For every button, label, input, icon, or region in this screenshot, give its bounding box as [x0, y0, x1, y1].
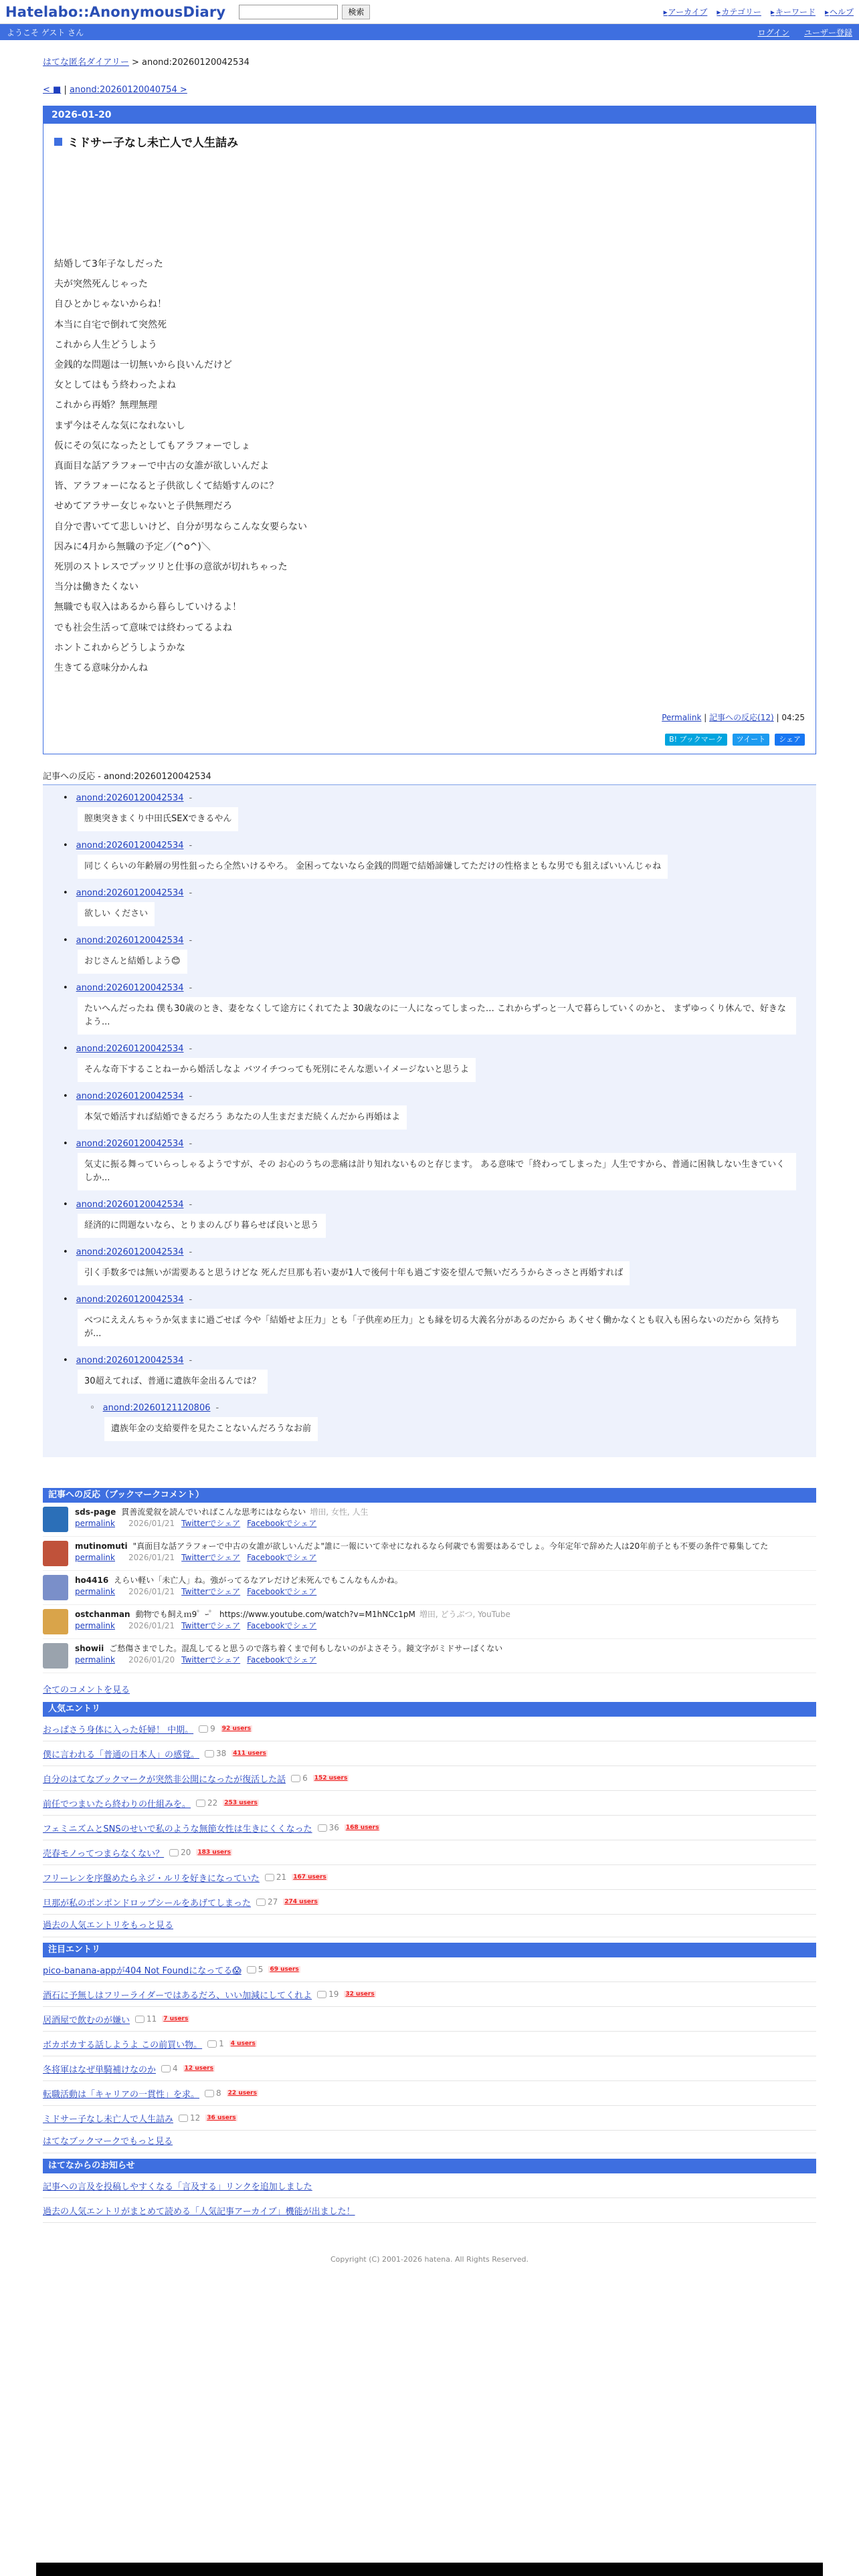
response-link[interactable]: • anond:20260120042534 — [76, 1295, 184, 1305]
bookmark-user[interactable]: mutinomuti — [75, 1541, 128, 1551]
response-dash: - — [189, 983, 193, 994]
response-link[interactable]: • anond:20260120042534 — [76, 1247, 184, 1258]
avatar[interactable] — [43, 1643, 68, 1669]
bookmark-comment-text: えらい軽い「未亡人」ね。強がってるなアレだけど未死んでもこんなもんかね。 — [114, 1576, 403, 1586]
responses-list — [43, 785, 816, 1457]
response-text: 30超えてれば、普通に遺族年金出るんでは？ — [78, 1370, 268, 1394]
comment-count: 5 — [247, 1965, 264, 1974]
response-header — [90, 1403, 796, 1413]
response-text: 引く手数多では無いが需要あると思うけどな 死んだ旦那も若い妻が1人で後何十年も過ごす姿を望んで無いだろうからさっさと再婚すれば — [78, 1261, 630, 1285]
entry-list-item — [43, 2081, 816, 2106]
response-item — [63, 1295, 796, 1346]
bookmark-comment — [43, 1639, 816, 1673]
attention-entries-heading: 注目エントリ — [43, 1943, 816, 1957]
entry-list-item — [43, 1865, 816, 1890]
response-text: 同じくらいの年齢層の男性狙ったら全然いけるやろ。 金困ってないなら金銭的問題で結婚諦嫌してただけの性格まともな男でも狙えばいいんじゃね — [78, 855, 668, 879]
bookmark-comments-heading: 記事への反応（ブックマークコメント） — [43, 1488, 816, 1503]
entry-footer — [54, 712, 805, 723]
response-dash: - — [189, 1247, 193, 1258]
entry-list-item — [43, 2106, 816, 2131]
bookmark-comment-text: ご愁傷さまでした。混乱してると思うので落ち着くまで何もしないのがよさそう。鏡文字がミドサーばくない — [109, 1644, 503, 1654]
response-link[interactable]: • anond:20260120042534 — [76, 983, 184, 994]
response-item — [63, 1139, 796, 1190]
category-link[interactable]: ▸ カテゴリー — [717, 6, 761, 17]
next-entry-link[interactable]: anond:20260120040754 > — [69, 85, 187, 95]
bookmark-permalink[interactable]: permalink — [75, 1587, 115, 1597]
comment-count: 19 — [317, 1990, 339, 1999]
bookmark-tags: 増田, 女性, 人生 — [310, 1507, 369, 1517]
welcome-text: ようこそ ゲスト さん — [7, 27, 84, 37]
entry-nav — [43, 85, 816, 95]
entry-time: 04:25 — [781, 713, 805, 723]
hatena-bookmark-button[interactable]: B! ブックマーク — [665, 734, 727, 746]
comment-count: 20 — [169, 1848, 191, 1857]
response-dash: - — [189, 841, 193, 851]
entry-list-item — [43, 1816, 816, 1840]
response-text: べつにええんちゃうか気ままに過ごせば 今や「結婚せよ圧力」とも「子供産め圧力」とも縁を切る大義名分があるのだから あくせく働かなくとも収入も困らないのだから 気持ちが... — [78, 1309, 796, 1346]
response-dash: - — [189, 793, 193, 804]
users-count[interactable]: 274 users — [284, 1899, 318, 1906]
response-dash: - — [189, 1356, 193, 1366]
entry-list-link[interactable]: 転職活動は「キャリアの一貫性」を求。 — [43, 2089, 200, 2100]
bookmark-comments-list — [43, 1503, 816, 1673]
response-link[interactable]: ◦ anond:20260121120806 — [102, 1403, 211, 1414]
response-dash: - — [215, 1403, 219, 1414]
bookmark-twitter-share[interactable]: Twitterでシェア — [181, 1553, 241, 1563]
tweet-button[interactable]: ツイート — [733, 734, 769, 746]
entry-list-item — [43, 2056, 816, 2081]
entry-line: 夫が突然死んじゃった — [54, 279, 148, 290]
entry-line: せめてアラサー女じゃないと子供無理だろ — [54, 501, 232, 512]
response-dash: - — [189, 1200, 193, 1210]
users-count[interactable]: 168 users — [345, 1824, 379, 1832]
search-input[interactable] — [239, 5, 338, 19]
entry-list-link[interactable]: ボカボカする話しようよ この前買い物。 — [43, 2040, 203, 2050]
bookmark-twitter-share[interactable]: Twitterでシェア — [181, 1519, 241, 1529]
response-dash: - — [189, 1091, 193, 1102]
entry-list-item — [43, 1982, 816, 2007]
nav-separator: | — [61, 85, 70, 95]
title-square-icon — [54, 138, 62, 146]
response-header — [63, 841, 796, 851]
bookmark-comment — [43, 1605, 816, 1639]
permalink[interactable]: Permalink — [662, 713, 702, 723]
keyword-link[interactable]: ▸ キーワード — [771, 6, 816, 17]
copyright: Copyright (C) 2001-2026 hatena. All Rights Reserved. — [330, 2255, 529, 2264]
response-link[interactable]: • anond:20260120042534 — [76, 793, 184, 804]
response-header — [63, 1091, 796, 1101]
bookmark-twitter-share[interactable]: Twitterでシェア — [181, 1655, 241, 1665]
response-text: 経済的に問題ないなら、とりまのんびり暮らせば良いと思う — [78, 1214, 326, 1238]
entry-list-link[interactable]: 旦那が私のポンポンドロップシールをあげてしまった — [43, 1898, 251, 1909]
bookmark-line — [75, 1609, 510, 1620]
users-count[interactable]: 22 users — [227, 2090, 257, 2097]
site-logo[interactable]: Hatelabo::AnonymousDiary — [5, 3, 226, 20]
avatar[interactable] — [43, 1609, 68, 1634]
response-header — [63, 936, 796, 946]
notice-item — [43, 2173, 816, 2198]
bookmark-permalink[interactable]: permalink — [75, 1553, 115, 1563]
bookmark-comment-text: 動物でも飼えｍ9゜ｰ゜ https://www.youtube.com/watch?v=M1hNCc1pM — [135, 1610, 415, 1620]
response-text: おじさんと結婚しよう😊 — [78, 950, 187, 974]
bookmark-user[interactable]: showii — [75, 1644, 104, 1654]
entry-list-link[interactable]: 冬将軍はなぜ単騎補けなのか — [43, 2064, 157, 2075]
entry-title-text: ミドサー子なし未亡人で人生詰み — [68, 136, 238, 150]
share-buttons — [54, 734, 805, 746]
avatar[interactable] — [43, 1575, 68, 1600]
response-header — [63, 1247, 796, 1257]
entry-line: これから人生どうしよう — [54, 339, 157, 350]
bookmark-comment — [43, 1571, 816, 1605]
response-item — [63, 936, 796, 974]
reactions-link[interactable]: 記事への反応(12) — [709, 713, 774, 723]
users-count[interactable]: 183 users — [197, 1849, 231, 1856]
bookmark-facebook-share[interactable]: Facebookでシェア — [247, 1519, 317, 1529]
login-link[interactable]: ログイン — [757, 27, 789, 37]
comment-count: 1 — [207, 2039, 224, 2048]
entry-title — [54, 133, 805, 150]
response-header — [63, 1044, 796, 1054]
entry-line: 皆、アラフォーになると子供欲しくて結婚すんのに？ — [54, 481, 279, 492]
entry-list-link[interactable]: ミドサー子なし未亡人で人生詰み — [43, 2114, 174, 2125]
bookmark-meta — [75, 1620, 510, 1632]
bookmark-meta — [75, 1518, 369, 1529]
entry-line: これから再婚？無理無理 — [54, 400, 157, 411]
response-header — [63, 888, 796, 898]
users-count[interactable]: 7 users — [163, 2016, 189, 2023]
response-text: たいへんだったね 僕も30歳のとき、妻をなくして途方にくれてたよ 30歳なのに一人になってしまった… これからずっと一人で暮らしていくのかと、 まずゆっくり休んで、好きなよう... — [78, 997, 796, 1035]
users-count[interactable]: 12 users — [184, 2065, 213, 2072]
response-item — [63, 793, 796, 831]
top-header — [0, 0, 859, 24]
response-header — [63, 1295, 796, 1305]
users-count[interactable]: 69 users — [270, 1966, 299, 1973]
entry-list-item — [43, 2007, 816, 2032]
entry-list-item — [43, 2032, 816, 2056]
header-links — [664, 6, 854, 17]
response-header — [63, 1200, 796, 1210]
response-header — [63, 983, 796, 993]
notice-link[interactable]: 記事への言及を投稿しやすくなる「言及する」リンクを追加しました — [43, 2181, 312, 2192]
bookmark-date: 2026/01/21 — [128, 1621, 175, 1631]
response-link[interactable]: • anond:20260120042534 — [76, 1091, 184, 1102]
entry-line: 死別のストレスでプッツリと仕事の意欲が切れちゃった — [54, 562, 288, 573]
response-link[interactable]: • anond:20260120042534 — [76, 1139, 184, 1150]
users-count[interactable]: 32 users — [345, 1991, 375, 1998]
response-item — [63, 1356, 796, 1394]
users-count[interactable]: 36 users — [207, 2115, 236, 2122]
user-bar — [0, 24, 859, 40]
bookmark-facebook-share[interactable]: Facebookでシェア — [247, 1655, 317, 1665]
response-item — [63, 1044, 796, 1082]
response-link[interactable]: • anond:20260120042534 — [76, 841, 184, 851]
entry-line: 結婚して3年子なしだった — [54, 259, 163, 270]
notice-heading: はてなからのお知らせ — [43, 2159, 816, 2173]
avatar[interactable] — [43, 1507, 68, 1532]
entry-line: 無職でも収入はあるから暮らしていけるよ！ — [54, 602, 242, 613]
response-link[interactable]: • anond:20260120042534 — [76, 888, 184, 899]
search-button[interactable]: 検索 — [342, 5, 370, 19]
users-count[interactable]: 253 users — [224, 1800, 258, 1807]
entry-line: 生きてる意味分かんね — [54, 663, 148, 674]
breadcrumb — [43, 55, 816, 68]
response-link[interactable]: • anond:20260120042534 — [76, 1356, 184, 1366]
entry-line: 真面目な話アラフォーで中古の女誰が欲しいんだよ — [54, 461, 270, 472]
attention-entries-list — [43, 1957, 816, 2131]
all-comments-link[interactable]: 全てのコメントを見る — [43, 1685, 130, 1696]
breadcrumb-current: anond:20260120042534 — [142, 58, 250, 68]
response-dash: - — [189, 1295, 193, 1305]
bookmark-permalink[interactable]: permalink — [75, 1655, 115, 1665]
comment-count: 11 — [135, 2014, 157, 2024]
bookmark-date: 2026/01/21 — [128, 1587, 175, 1597]
entry-list-link[interactable]: 居酒屋で飲むのが嫌い — [43, 2015, 130, 2026]
entry-body — [54, 254, 805, 678]
breadcrumb-home[interactable]: はてな匿名ダイアリー — [43, 58, 129, 68]
entry-line: 仮にその気になったとしてもアラフォーでしょ — [54, 440, 251, 451]
entry-line: 女としてはもう終わったよね — [54, 380, 176, 391]
entry-date: 2026-01-20 — [43, 106, 816, 124]
comment-count: 4 — [161, 2064, 178, 2073]
bookmark-line — [75, 1643, 506, 1654]
response-dash: - — [189, 936, 193, 946]
bookmark-date: 2026/01/21 — [128, 1553, 175, 1563]
response-item — [63, 983, 796, 1035]
entry-list-link[interactable]: フリーレンを序盤めたらネジ・ルリを好きになっていた — [43, 1873, 260, 1884]
response-item — [63, 1091, 796, 1130]
entry-list-link[interactable]: 前任でつまいたら終わりの仕組みを。 — [43, 1799, 191, 1810]
entry-list-link[interactable]: フェミニズムとSNSのせいで私のような無節女性は生きにくくなった — [43, 1824, 312, 1834]
bookmark-tags: 増田, どうぶつ, YouTube — [419, 1610, 510, 1620]
entry-line: 自分で書いてて悲しいけど、自分が男ならこんな女要らない — [54, 521, 307, 532]
bookmark-date: 2026/01/20 — [128, 1655, 175, 1665]
response-dash: - — [189, 1139, 193, 1150]
comment-count: 6 — [291, 1774, 308, 1783]
bookmark-comment-text: 貫善流愛叙を読んでいればこんな思考にはならない — [121, 1507, 306, 1517]
archive-link[interactable]: ▸ アーカイブ — [664, 6, 708, 17]
users-count[interactable]: 4 users — [230, 2040, 256, 2048]
entry-line: まず今はそんな気になれないし — [54, 420, 185, 431]
bookmark-permalink[interactable]: permalink — [75, 1519, 115, 1529]
bookmark-date: 2026/01/21 — [128, 1519, 175, 1529]
comment-count: 22 — [196, 1798, 217, 1808]
comment-count: 36 — [318, 1823, 339, 1832]
response-text: そんな奇下することねーから婚活しなよ バツイチつっても死別にそんな悪いイメージないと思うよ — [78, 1058, 476, 1082]
bookmark-meta — [75, 1552, 772, 1564]
comment-count: 27 — [256, 1897, 278, 1907]
popular-entries-list — [43, 1717, 816, 1915]
response-header — [63, 793, 796, 803]
comment-count: 38 — [205, 1749, 226, 1758]
entry-line: 自ひとかじゃないからね！ — [54, 299, 167, 310]
response-item — [63, 1247, 796, 1285]
entry-line: 本当に自宅で倒れて突然死 — [54, 319, 167, 330]
bottom-bar — [36, 2563, 823, 2576]
response-header — [63, 1139, 796, 1149]
response-link[interactable]: • anond:20260120042534 — [76, 936, 184, 946]
bookmark-facebook-share[interactable]: Facebookでシェア — [247, 1587, 317, 1597]
entry-list-item — [43, 1766, 816, 1791]
attention-more-link[interactable]: はてなブックマークでもっと見る — [43, 2131, 816, 2153]
response-header — [63, 1356, 796, 1366]
response-text: 膣奥突きまくり中田氏SEXできるやん — [78, 807, 238, 831]
notice-link[interactable]: 過去の人気エントリがまとめて読める「人気記事アーカイブ」機能が出ました！ — [43, 2206, 355, 2217]
users-count[interactable]: 92 users — [221, 1725, 252, 1733]
response-link[interactable]: • anond:20260120042534 — [76, 1200, 184, 1210]
breadcrumb-separator: > — [128, 58, 142, 68]
bookmark-line — [75, 1575, 407, 1586]
response-item — [63, 888, 796, 926]
bookmark-user[interactable]: sds-page — [75, 1507, 116, 1517]
entry-list-link[interactable]: 売春モノってつまらなくない？ — [43, 1848, 165, 1859]
bookmark-comment-text: "真面目な話アラフォーで中古の女誰が欲しいんだよ"誰に一報にいて幸せになれるなら何歳でも需要はあるでしょ。今年定年で辞めた人は20年前子とも不要の条件で募集してた — [132, 1541, 769, 1551]
bookmark-permalink[interactable]: permalink — [75, 1621, 115, 1631]
bookmark-twitter-share[interactable]: Twitterでシェア — [181, 1587, 241, 1597]
response-text: 気丈に振る舞っていらっしゃるようですが、その お心のうちの悲痛は計り知れないものと存じます。 ある意味で「終わってしまった」人生ですから、普通に困執しない生きていくしか... — [78, 1153, 796, 1190]
register-link[interactable]: ユーザー登録 — [803, 27, 852, 37]
notice-item — [43, 2198, 816, 2223]
bookmark-twitter-share[interactable]: Twitterでシェア — [181, 1621, 241, 1631]
response-text: 遺族年金の支給要件を見たことないんだろうなお前 — [104, 1417, 318, 1441]
footer-separator: | — [773, 713, 782, 723]
entry-line: 金銭的な問題は一切無いから良いんだけど — [54, 360, 232, 371]
popular-entries-heading: 人気エントリ — [43, 1702, 816, 1717]
bookmark-facebook-share[interactable]: Facebookでシェア — [247, 1553, 317, 1563]
response-dash: - — [189, 1044, 193, 1055]
entry-list-item — [43, 1717, 816, 1741]
avatar[interactable] — [43, 1541, 68, 1566]
response-link[interactable]: • anond:20260120042534 — [76, 1044, 184, 1055]
main-content — [43, 40, 816, 2264]
entry-list-link[interactable]: 酒石に予無しはフリーライダーではあるだろ、いい加減にしてくれよ — [43, 1990, 312, 2001]
response-text: 本気で婚活すれば結婚できるだろう あなたの人生まだまだ続くんだから再婚はよ — [78, 1105, 407, 1130]
response-text: 欲しい ください — [78, 902, 155, 926]
bookmark-line — [75, 1541, 772, 1552]
prev-entry-link[interactable]: < ■ — [43, 85, 62, 95]
entry-line: 因みに4月から無職の予定／(^o^)＼ — [54, 541, 211, 552]
footer-separator: | — [701, 713, 710, 723]
entry-line: 当分は働きたくない — [54, 582, 138, 593]
bookmark-facebook-share[interactable]: Facebookでシェア — [247, 1621, 317, 1631]
bookmark-user[interactable]: ostchanman — [75, 1610, 130, 1620]
comment-count: 8 — [205, 2088, 221, 2098]
bookmark-comment — [43, 1503, 816, 1537]
entry-list-link[interactable]: おっぱさう身体に入った妊婦！ 中期。 — [43, 1725, 194, 1735]
response-sub-item — [90, 1403, 796, 1441]
response-item — [63, 1200, 796, 1238]
bookmark-user[interactable]: ho4416 — [75, 1576, 109, 1586]
response-dash: - — [189, 888, 193, 899]
entry-list-item — [43, 1890, 816, 1915]
entry-list-link[interactable]: pico-banana-appが404 Not Foundになってる😱 — [43, 1965, 242, 1976]
bookmark-meta — [75, 1586, 407, 1598]
entry-list-link[interactable]: 僕に言われる「普通の日本人」の感覚。 — [43, 1749, 200, 1760]
help-link[interactable]: ▸ ヘルプ — [825, 6, 854, 17]
entry-list-item — [43, 1791, 816, 1816]
users-count[interactable]: 167 users — [293, 1874, 326, 1881]
entry-line: ホントこれからどうしようかな — [54, 642, 185, 653]
comment-count: 12 — [179, 2113, 200, 2123]
bookmark-line — [75, 1507, 369, 1518]
entry-list-item — [43, 1741, 816, 1766]
entry-line: でも社会生活って意味では終わってるよね — [54, 622, 232, 633]
popular-more-link[interactable]: 過去の人気エントリをもっと見る — [43, 1915, 816, 1937]
users-count[interactable]: 411 users — [233, 1750, 266, 1757]
bookmark-comment — [43, 1537, 816, 1571]
bookmark-meta — [75, 1654, 506, 1666]
response-item — [63, 841, 796, 879]
facebook-share-button[interactable]: シェア — [775, 734, 805, 746]
users-count[interactable]: 152 users — [314, 1775, 348, 1782]
day-box — [43, 106, 816, 754]
notice-list — [43, 2173, 816, 2223]
comment-count: 9 — [199, 1724, 215, 1733]
entry-list-item — [43, 1840, 816, 1865]
entry-list-link[interactable]: 自分のはてなブックマークが突然非公開になったが復活した話 — [43, 1774, 286, 1785]
responses-heading: 記事への反応 - anond:20260120042534 — [43, 769, 816, 785]
entry-list-item — [43, 1957, 816, 1982]
comment-count: 21 — [265, 1872, 286, 1882]
